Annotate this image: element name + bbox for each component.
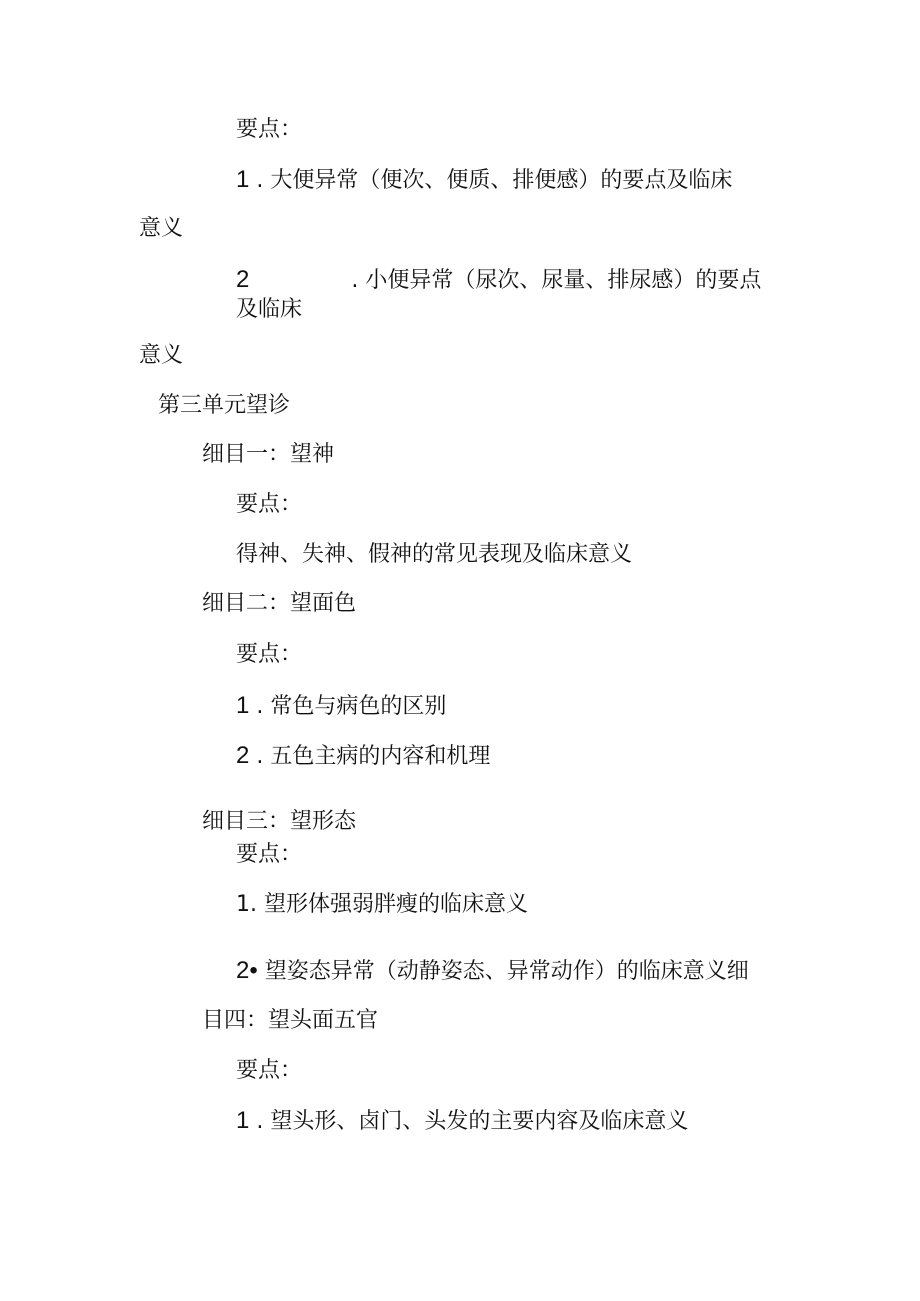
list-item (236, 166, 732, 195)
list-number: 2 (236, 742, 250, 769)
list-text: . 小便异常（尿次、尿量、排尿感）的要点 (351, 268, 762, 293)
list-text: 望姿态异常（动静姿态、异常动作）的临床意义细 (264, 959, 749, 984)
list-number: 2 (236, 266, 250, 293)
list-item (236, 692, 446, 721)
text-line: 意义 (139, 216, 184, 241)
key-points-label: 要点： (236, 642, 303, 667)
list-number: 1 (236, 166, 250, 193)
list-text: . 望头形、卤门、头发的主要内容及临床意义 (256, 1109, 689, 1134)
list-text: . 五色主病的内容和机理 (256, 744, 491, 769)
list-text: . 大便异常（便次、便质、排便感）的要点及临床 (256, 168, 733, 193)
key-points-label: 要点： (236, 492, 303, 517)
key-points-label: 要点： (236, 842, 303, 867)
list-number: 1 (236, 692, 250, 719)
list-number: 2• (236, 957, 258, 984)
text-line: 意义 (139, 343, 184, 368)
list-item (236, 957, 749, 986)
key-points-label: 要点： (236, 117, 303, 142)
text-line: 及临床 (236, 297, 303, 322)
text-line: 得神、失神、假神的常见表现及临床意义 (236, 542, 633, 567)
subsection-heading: 细目一：望神 (202, 442, 335, 467)
list-item (236, 266, 761, 295)
list-item (236, 1107, 688, 1136)
list-number: 1 (236, 1107, 250, 1134)
subsection-heading: 细目三：望形态 (202, 809, 357, 834)
list-text: . 常色与病色的区别 (256, 694, 447, 719)
list-item (236, 742, 490, 771)
key-points-label: 要点： (236, 1058, 303, 1083)
list-item: 1. 望形体强弱胖瘦的临床意义 (236, 892, 528, 917)
subsection-heading: 目四：望头面五官 (202, 1008, 379, 1033)
subsection-heading: 细目二：望面色 (202, 591, 357, 616)
section-heading: 第三单元望诊 (158, 393, 291, 418)
